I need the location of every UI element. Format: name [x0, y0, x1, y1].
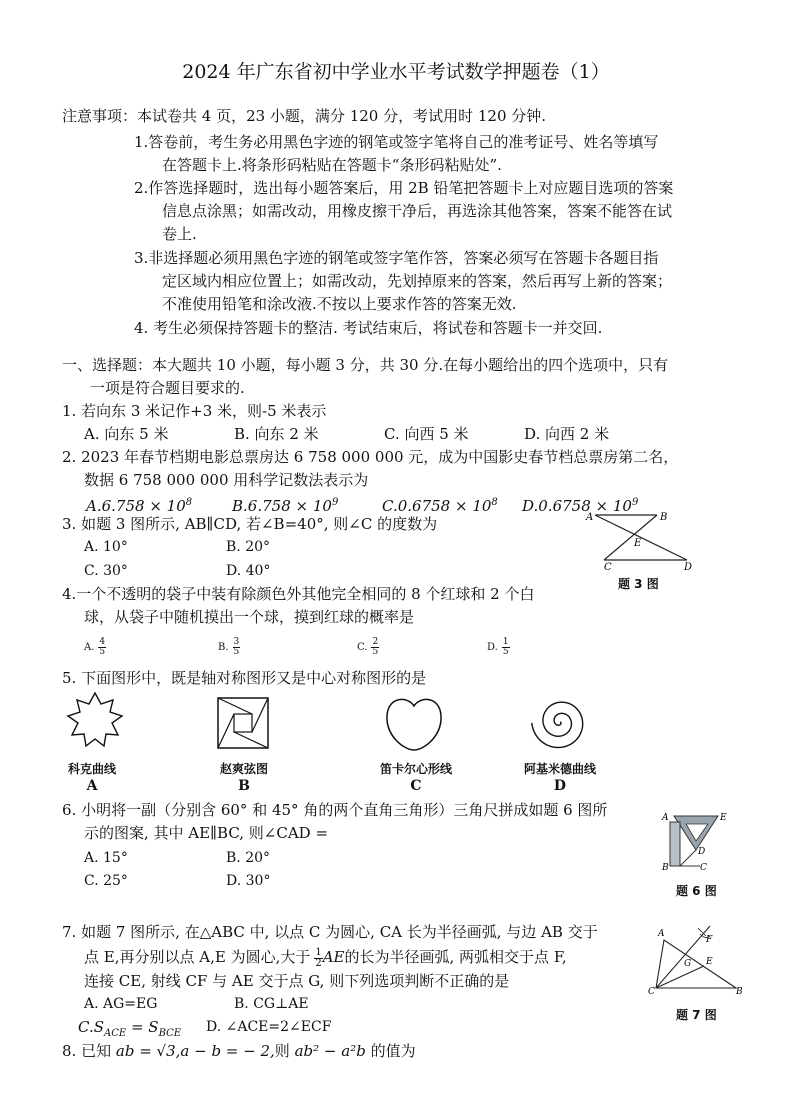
q7-label-a: A [658, 929, 665, 939]
koch-curve-figure[interactable] [60, 690, 130, 754]
q2-option-d[interactable]: $D.0.6758 \times 10^9$ [522, 497, 639, 515]
archimedean-spiral-figure[interactable] [528, 690, 592, 754]
shape-letter-d[interactable]: D [553, 778, 567, 794]
q1-option-c[interactable]: C. 向西 5 米 [384, 425, 469, 443]
q4-option-a[interactable]: A. $\frac{4}{5}$ [84, 637, 106, 657]
q6-label-b: B [662, 863, 669, 873]
notice-line: 不准使用铅笔和涂改液.不按以上要求作答的答案无效. [162, 295, 517, 313]
q6-label-d: D [698, 847, 706, 857]
q3-option-b[interactable]: B. 20° [226, 539, 271, 555]
q3-option-c[interactable]: C. 30° [84, 563, 128, 579]
q3-label-c: C [604, 562, 612, 572]
section-heading: 一、选择题：本大题共 10 小题，每小题 3 分，共 30 分.在每小题给出的四个选项中，只有 [62, 356, 669, 374]
q3-option-a[interactable]: A. 10° [84, 539, 128, 555]
q6-label-e: E [720, 813, 727, 823]
shape-letter-a[interactable]: A [86, 778, 98, 794]
q4-option-c[interactable]: C. $\frac{2}{5}$ [357, 637, 379, 657]
q7-stem-cont: 点 E,再分别以点 A,E 为圆心,大于 $\frac{1}{2}$ AE的长为半径画弧, 两弧相交于点 F, [84, 946, 567, 969]
notice-line: 2.作答选择题时，选出每小题答案后，用 2B 铅笔把答题卡上对应题目选项的答案 [134, 179, 674, 197]
notice-line: 在答题卡上.将条形码粘贴在答题卡“条形码粘贴处”. [162, 156, 502, 174]
section-heading-cont: 一项是符合题目要求的. [90, 379, 245, 397]
shape-letter-c[interactable]: C [410, 778, 422, 794]
q3-figure [582, 508, 702, 572]
q1-option-b[interactable]: B. 向东 2 米 [234, 425, 319, 443]
q3-label-e: E [634, 538, 642, 549]
q3-caption: 题 3 图 [618, 577, 659, 591]
q1-option-d[interactable]: D. 向西 2 米 [524, 425, 610, 443]
q7-label-g: G [684, 959, 692, 969]
q6-label-a: A [662, 813, 669, 823]
q7-option-b[interactable]: B. CG⊥AE [234, 996, 309, 1012]
q6-stem-cont: 示的图案, 其中 AE∥BC, 则∠CAD = [84, 824, 329, 842]
shape-name-a: 科克曲线 [67, 762, 116, 776]
shape-name-d: 阿基米德曲线 [523, 762, 596, 776]
q7-label-e: E [706, 957, 713, 967]
q8-stem: 8. 已知 ab = √3,a − b = − 2,则 ab² − a²b 的值为 [62, 1042, 416, 1060]
q6-figure [660, 808, 740, 874]
q3-label-b: B [660, 512, 668, 523]
shape-name-b: 赵爽弦图 [219, 762, 268, 776]
notice-line: 3.非选择题必须用黑色字迹的钢笔或签字笔作答，答案必须写在答题卡各题目指 [134, 249, 659, 267]
q3-stem: 3. 如题 3 图所示, AB∥CD, 若∠B=40°, 则∠C 的度数为 [62, 515, 438, 533]
q3-option-d[interactable]: D. 40° [226, 563, 271, 579]
q6-option-c[interactable]: C. 25° [84, 873, 128, 889]
notice-line: 定区域内相应位置上；如需改动，先划掉原来的答案，然后再写上新的答案； [162, 272, 673, 290]
q7-stem-cont2: 连接 CE, 射线 CF 与 AE 交于点 G, 则下列选项判断不正确的是 [84, 972, 510, 990]
q2-stem-cont: 数据 6 758 000 000 用科学记数法表示为 [84, 471, 369, 489]
q3-label-a: A [586, 512, 594, 523]
shape-letter-b[interactable]: B [238, 778, 250, 794]
q7-figure [648, 922, 744, 998]
notice-line: 信息点涂黑；如需改动，用橡皮擦干净后，再选涂其他答案，答案不能答在试 [162, 202, 673, 220]
q4-option-d[interactable]: D. $\frac{1}{5}$ [487, 637, 509, 657]
q6-stem: 6. 小明将一副（分别含 60° 和 45° 角的两个直角三角形）三角尺拼成如题 6 图所 [62, 801, 608, 819]
q4-stem-cont: 球，从袋子中随机摸出一个球，摸到红球的概率是 [84, 608, 415, 626]
q7-stem: 7. 如题 7 图所示, 在△ABC 中, 以点 C 为圆心, CA 长为半径画弧, 与边 AB 交于 [62, 923, 598, 941]
q7-caption: 题 7 图 [676, 1008, 717, 1022]
q7-label-b: B [736, 987, 743, 997]
q6-option-b[interactable]: B. 20° [226, 850, 271, 866]
q7-label-f: F [706, 935, 713, 945]
q7-label-c: C [648, 987, 655, 997]
notice-intro: 注意事项：本试卷共 4 页，23 小题，满分 120 分，考试用时 120 分钟. [62, 107, 547, 125]
q1-stem: 1. 若向东 3 米记作+3 米，则-5 米表示 [62, 402, 327, 420]
zhao-shuang-figure[interactable] [214, 694, 274, 754]
q7-option-c[interactable]: $C.S_{ACE} = S_{BCE}$ [78, 1018, 182, 1039]
q1-option-a[interactable]: A. 向东 5 米 [84, 425, 169, 443]
cardioid-figure[interactable] [382, 694, 446, 756]
q4-stem: 4.一个不透明的袋子中装有除颜色外其他完全相同的 8 个红球和 2 个白 [62, 585, 535, 603]
shape-name-c: 笛卡尔心形线 [379, 762, 452, 776]
page-title: 2024 年广东省初中学业水平考试数学押题卷（1） [182, 61, 610, 83]
q2-option-c[interactable]: $C.0.6758 \times 10^8$ [382, 497, 498, 515]
q6-caption: 题 6 图 [676, 884, 717, 898]
q4-option-b[interactable]: B. $\frac{3}{5}$ [218, 637, 240, 657]
notice-line: 1.答卷前，考生务必用黑色字迹的钢笔或签字笔将自己的准考证号、姓名等填写 [134, 133, 659, 151]
q5-stem: 5. 下面图形中，既是轴对称图形又是中心对称图形的是 [62, 669, 427, 687]
q2-stem: 2. 2023 年春节档期电影总票房达 6 758 000 000 元，成为中国影史春节档总票房第二名， [62, 448, 679, 466]
q6-option-a[interactable]: A. 15° [84, 850, 128, 866]
notice-line: 卷上. [162, 225, 197, 243]
q6-option-d[interactable]: D. 30° [226, 873, 271, 889]
notice-line: 4. 考生必须保持答题卡的整洁. 考试结束后，将试卷和答题卡一并交回. [134, 319, 603, 337]
q7-option-a[interactable]: A. AG=EG [84, 996, 158, 1012]
q2-option-b[interactable]: $B.6.758 \times 10^9$ [232, 497, 339, 515]
q6-label-c: C [700, 863, 707, 873]
q3-label-d: D [684, 562, 693, 572]
q7-option-d[interactable]: D. ∠ACE=2∠ECF [206, 1019, 332, 1035]
q2-option-a[interactable]: $A.6.758 \times 10^8$ [86, 497, 193, 515]
